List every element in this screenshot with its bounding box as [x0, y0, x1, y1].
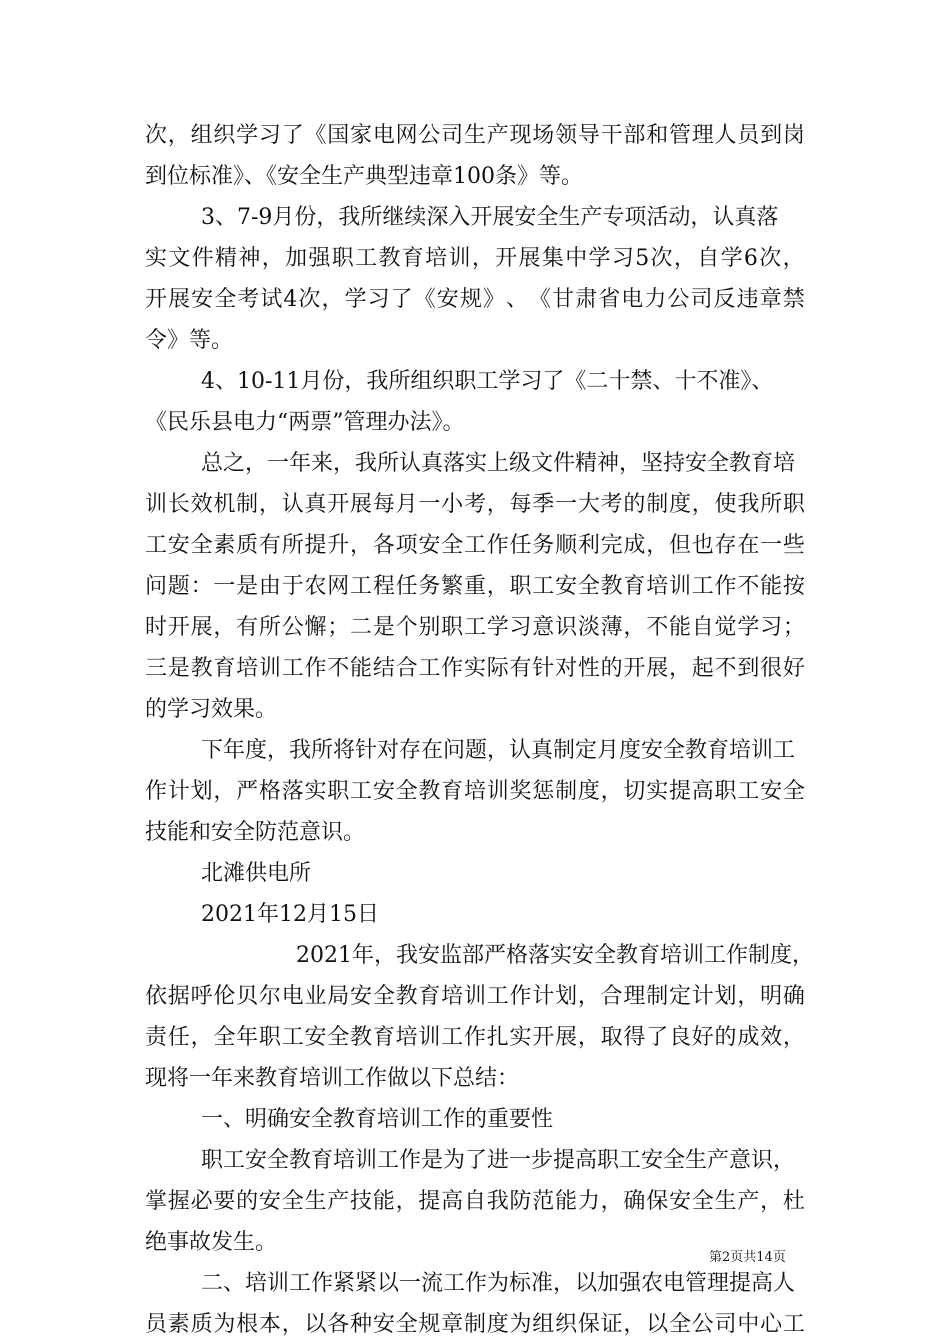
signature-date: 2021年12月15日	[201, 902, 379, 927]
body-line: 责 任 ， 全 年 职 工 安 全 教 育 培 训 工 作 扎 实 开 展 ， 取 得 了 良 好 的 成 效 ，	[145, 1025, 805, 1050]
body-line: 员 素 质 为 根 本 ， 以 各 种 安 全 规 章 制 度 为 组 织 保 证 ， 以 全 公 司 中 心 工	[145, 1312, 805, 1337]
body-line: 的学习效果。	[145, 697, 278, 722]
body-line: 时 开 展 ， 有 所 公 懈 ； 二 是 个 别 职 工 学 习 意 识 淡 薄 ， 不 能 自 觉 学 习 ；	[145, 615, 805, 640]
body-line: 总之，一年来，我所认真落实上级文件精神，坚持安全教育培	[201, 451, 796, 476]
body-line: 2021年，我安监部严格落实安全教育培训工作制度，	[296, 943, 814, 968]
body-line: 依 据 呼 伦 贝 尔 电 业 局 安 全 教 育 培 训 工 作 计 划 ， 合 理 制 定 计 划 ， 明 确	[145, 984, 805, 1009]
body-line: 绝事故发生。	[145, 1230, 278, 1255]
body-line: 技能和安全防范意识。	[145, 820, 366, 845]
body-line: 到位标准》、《安全生产典型违章100条》等。	[145, 164, 583, 189]
body-line: 实 文 件 精 神 ， 加 强 职 工 教 育 培 训 ， 开 展 集 中 学 习 5 次 ， 自 学 6 次 ，	[145, 246, 805, 271]
body-line: 《民乐县电力“两票”管理办法》。	[145, 410, 465, 435]
body-line: 掌 握 必 要 的 安 全 生 产 技 能 ， 提 高 自 我 防 范 能 力 ， 确 保 安 全 生 产 ， 杜	[145, 1189, 805, 1214]
section-heading: 一、明确安全教育培训工作的重要性	[201, 1107, 554, 1132]
page-footer: 第2页共14页	[709, 1250, 786, 1265]
body-line: 3、7-9月份，我所继续深入开展安全生产专项活动，认真落	[201, 205, 779, 230]
body-line: 工 安 全 素 质 有 所 提 升 ， 各 项 安 全 工 作 任 务 顺 利 完 成 ， 但 也 存 在 一 些	[145, 533, 805, 558]
body-line: 次 ， 组 织 学 习 了 《 国 家 电 网 公 司 生 产 现 场 领 导 干 部 和 管 理 人 员 到 岗	[145, 123, 805, 148]
body-line: 训 长 效 机 制 ， 认 真 开 展 每 月 一 小 考 ， 每 季 一 大 考 的 制 度 ， 使 我 所 职	[145, 492, 805, 517]
body-line: 下年度，我所将针对存在问题，认真制定月度安全教育培训工	[201, 738, 796, 763]
body-line: 职工安全教育培训工作是为了进一步提高职工安全生产意识，	[201, 1148, 796, 1173]
body-line: 问 题 ： 一 是 由 于 农 网 工 程 任 务 繁 重 ， 职 工 安 全 教 育 培 训 工 作 不 能 按	[145, 574, 805, 599]
body-line: 4、10-11月份，我所组织职工学习了《二十禁、十不准》、	[201, 369, 774, 394]
body-line: 作 计 划 ， 严 格 落 实 职 工 安 全 教 育 培 训 奖 惩 制 度 ， 切 实 提 高 职 工 安 全	[145, 779, 805, 804]
body-line: 二、培训工作紧紧以一流工作为标准，以加强农电管理提高人	[201, 1271, 796, 1296]
body-line: 现将一年来教育培训工作做以下总结：	[145, 1066, 520, 1091]
body-line: 令》等。	[145, 328, 234, 353]
signature-org: 北滩供电所	[201, 861, 312, 886]
body-line: 三 是 教 育 培 训 工 作 不 能 结 合 工 作 实 际 有 针 对 性 的 开 展 ， 起 不 到 很 好	[145, 656, 805, 681]
body-line: 开 展 安 全 考 试 4 次 ， 学 习 了 《 安 规 》 、 《 甘 肃 省 电 力 公 司 反 违 章 禁	[145, 287, 805, 312]
